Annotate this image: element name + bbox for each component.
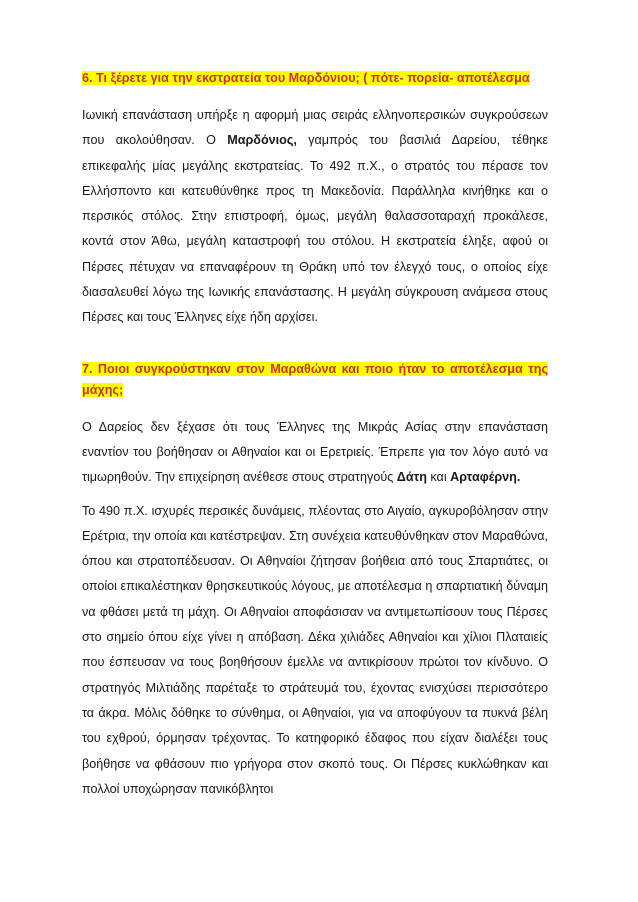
section-7-paragraph-2 xyxy=(82,499,548,803)
section-6-heading xyxy=(82,68,548,89)
section-6-text-1: Ιωνική επανάσταση υπήρξε η αφορμή μιας σειράς ελληνοπερσικών συγκρούσεων που ακολούθησαν. Ο xyxy=(82,108,548,148)
document-page xyxy=(82,68,548,802)
section-7-p1-text-1: Ο Δαρείος δεν ξέχασε ότι τους Έλληνες της Μικράς Ασίας στην επανάσταση εναντίον του βοήθησαν οι Αθηναίοι και οι Ερετριείς. Έπρεπε για τον λόγο αυτό να τιμωρηθούν. Την επιχείρηση ανέθεσε στους στρατηγούς xyxy=(82,419,548,485)
section-6-heading-text: 6. Τι ξέρετε για την εκστρατεία του Μαρδόνιου; ( πότε- πορεία- αποτέλεσμα xyxy=(82,71,530,85)
section-7-heading xyxy=(82,359,548,401)
section-6-paragraph xyxy=(82,103,548,331)
section-6-text-2: γαμπρός του βασιλιά Δαρείου, τέθηκε επικεφαλής μίας μεγάλης εκστρατείας. Το 492 π.Χ., ο στρατός του πέρασε τον Ελλήσποντο και κατευθύνθηκε προς τη Μακεδονία. Παράλληλα κινήθηκε και ο περσικός στόλος. Στην επιστροφή, όμως, μεγάλη θαλασσοταραχή προκάλεσε, κοντά στον Άθω, μεγάλη καταστροφή του στόλου. Η εκστρατεία έληξε, αφού οι Πέρσες πέτυχαν να επαναφέρουν τη Θράκη υπό τον έλεγχό τους, ο οποίος είχε διασαλευθεί λόγω της Ιωνικής επανάστασης. Η μεγάλη σύγκρουση ανάμεσα στους Πέρσες και τους Έλληνες είχε ήδη αρχίσει. xyxy=(82,133,548,325)
section-7-paragraph-1 xyxy=(82,415,548,491)
mardonios-bold: Μαρδόνιος, xyxy=(227,133,297,148)
section-7-p2-text: Το 490 π.Χ. ισχυρές περσικές δυνάμεις, πλέοντας στο Αιγαίο, αγκυροβόλησαν στην Ερέτρια, την οποία και κατέστρεψαν. Στη συνέχεια κατευθύνθηκαν στον Μαραθώνα, όπου και στρατοπέδευσαν. Οι Αθηναίοι ζήτησαν βοήθεια από τους Σπαρτιάτες, οι οποίοι επικαλέστηκαν θρησκευτικούς λόγους, με αποτέλεσμα η σπαρτιατική δύναμη να φθάσει μετά τη μάχη. Οι Αθηναίοι αποφάσισαν να αντιμετωπίσουν τους Πέρσες στο σημείο όπου είχε γίνει η απόβαση. Δέκα χιλιάδες Αθηναίοι και χίλιοι Πλαταιείς που έσπευσαν να τους βοηθήσουν έμελλε να αντικρίσουν πρώτοι τον κίνδυνο. Ο στρατηγός Μιλτιάδης παρέταξε το στράτευμά του, έχοντας ενισχύσει περισσότερο τα άκρα. Μόλις δόθηκε το σύνθημα, οι Αθηναίοι, για να αποφύγουν τα πυκνά βέλη του εχθρού, όρμησαν τρέχοντας. Το κατηφορικό έδαφος που είχαν διαλέξει τους βοήθησε να φθάσουν πιο γρήγορα στον σκοπό τους. Οι Πέρσες κυκλώθηκαν και πολλοί υποχώρησαν πανικόβλητοι xyxy=(82,503,548,796)
artaphernes-bold: Αρταφέρνη. xyxy=(450,470,521,485)
datis-bold: Δάτη xyxy=(396,470,427,485)
section-7-p1-text-2: και xyxy=(426,470,451,485)
section-7-heading-text: 7. Ποιοι συγκρούστηκαν στον Μαραθώνα και ποιο ήταν το αποτέλεσμα της μάχης; xyxy=(82,361,548,397)
